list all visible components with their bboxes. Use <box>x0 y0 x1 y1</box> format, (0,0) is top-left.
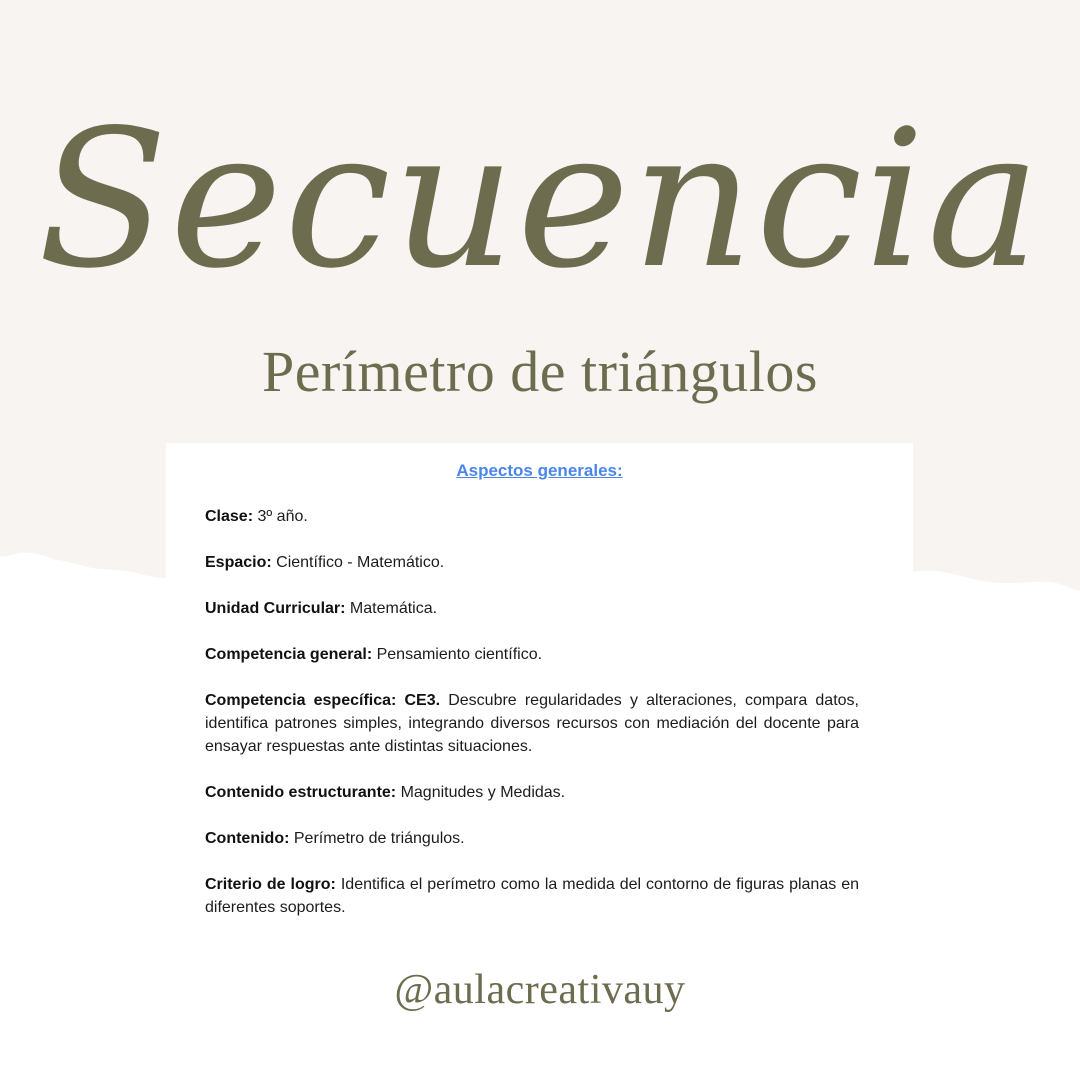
field-label: Contenido: <box>205 830 290 847</box>
subtitle: Perímetro de triángulos <box>262 339 818 404</box>
field-value: Científico - Matemático. <box>276 554 445 571</box>
document-heading[interactable]: Aspectos generales: <box>456 461 623 480</box>
field-value: Descubre regularidades y alteraciones, compara datos, identifica patrones simples, integrando diversos recursos con mediación del docente para ensayar respuestas ante distintas situaciones. <box>205 692 859 755</box>
field-label: Espacio: <box>205 554 272 571</box>
field-label: Criterio de logro: <box>205 876 336 893</box>
field-label: Clase: <box>205 508 254 525</box>
document-body <box>205 505 859 942</box>
field-contenido-estructurante <box>205 781 859 804</box>
script-title-text: Secuencia <box>37 89 1043 310</box>
field-contenido <box>205 827 859 850</box>
field-value: Identifica el perímetro como la medida del contorno de figuras planas en diferentes soportes. <box>205 876 860 916</box>
field-value: Matemática. <box>349 600 438 617</box>
document-card <box>166 443 913 940</box>
social-handle: @aulacreativauy <box>394 967 686 1013</box>
field-value: Magnitudes y Medidas. <box>400 784 566 801</box>
field-unidad-curricular <box>205 597 859 620</box>
field-label: Competencia general: <box>205 646 373 663</box>
field-value: 3º año. <box>257 508 308 525</box>
field-label: Unidad Curricular: <box>205 600 346 617</box>
field-espacio <box>205 551 859 574</box>
field-value: Pensamiento científico. <box>376 646 543 663</box>
field-clase <box>205 505 859 528</box>
field-value: Perímetro de triángulos. <box>293 830 465 847</box>
field-competencia-especifica <box>205 689 859 758</box>
field-criterio-de-logro <box>205 873 859 919</box>
field-label: Contenido estructurante: <box>205 784 397 801</box>
field-competencia-general <box>205 643 859 666</box>
field-label: Competencia específica: CE3. <box>205 692 441 709</box>
